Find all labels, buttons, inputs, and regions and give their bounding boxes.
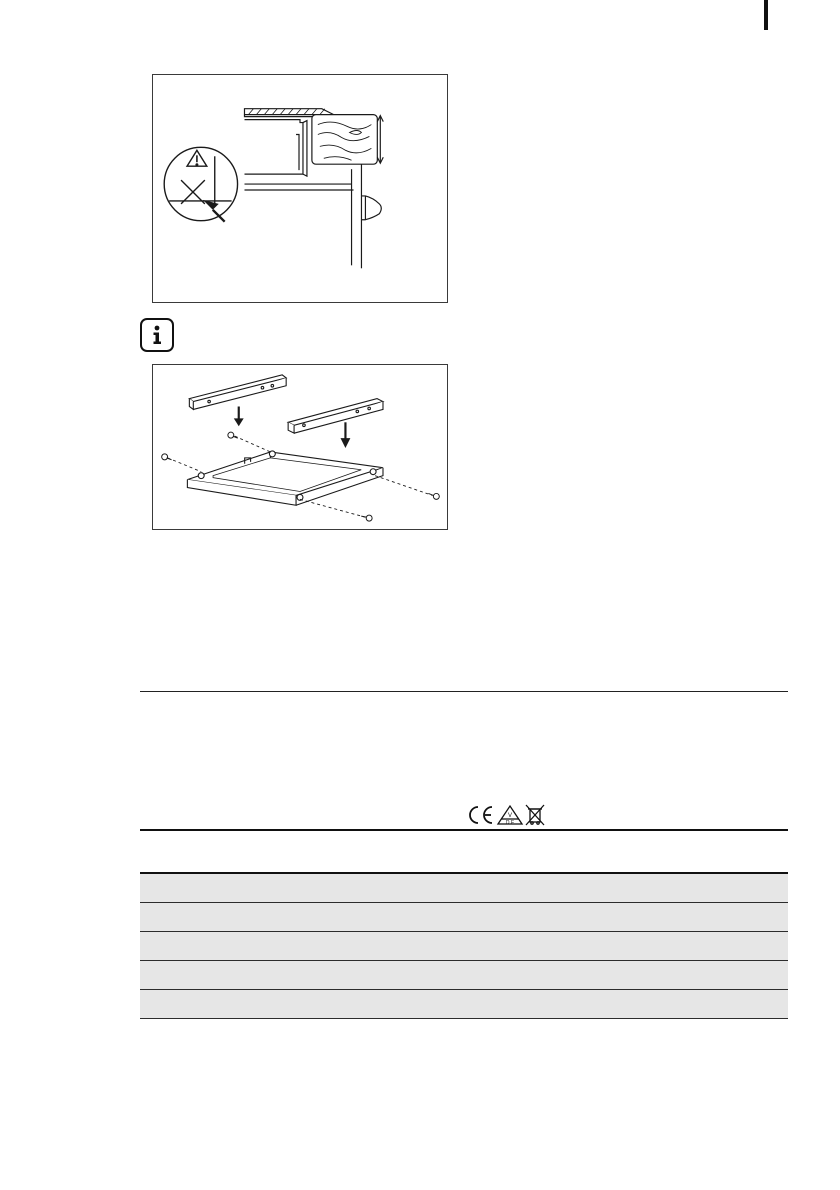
vde-mark-icon <box>498 806 522 826</box>
info-icon <box>140 318 174 352</box>
table-row <box>140 903 788 932</box>
certification-marks <box>464 803 560 827</box>
info-glyph-icon <box>145 323 169 347</box>
spec-table <box>140 872 788 1019</box>
section-divider-thick <box>140 829 788 831</box>
ce-vde-weee-logos <box>464 803 560 827</box>
clearance-diagram <box>152 74 448 303</box>
clearance-diagram-drawing <box>153 75 447 302</box>
table-row <box>140 874 788 903</box>
weee-bin-icon <box>526 805 544 825</box>
mounting-rails-diagram <box>152 364 448 530</box>
page-edge-marker <box>764 0 768 30</box>
section-divider <box>140 691 788 692</box>
svg-text:V: V <box>507 813 513 819</box>
svg-text:D E: D E <box>505 820 515 826</box>
table-row <box>140 932 788 961</box>
ce-mark-icon <box>470 807 492 823</box>
table-row <box>140 990 788 1019</box>
mounting-rails-drawing <box>153 365 447 529</box>
table-row <box>140 961 788 990</box>
